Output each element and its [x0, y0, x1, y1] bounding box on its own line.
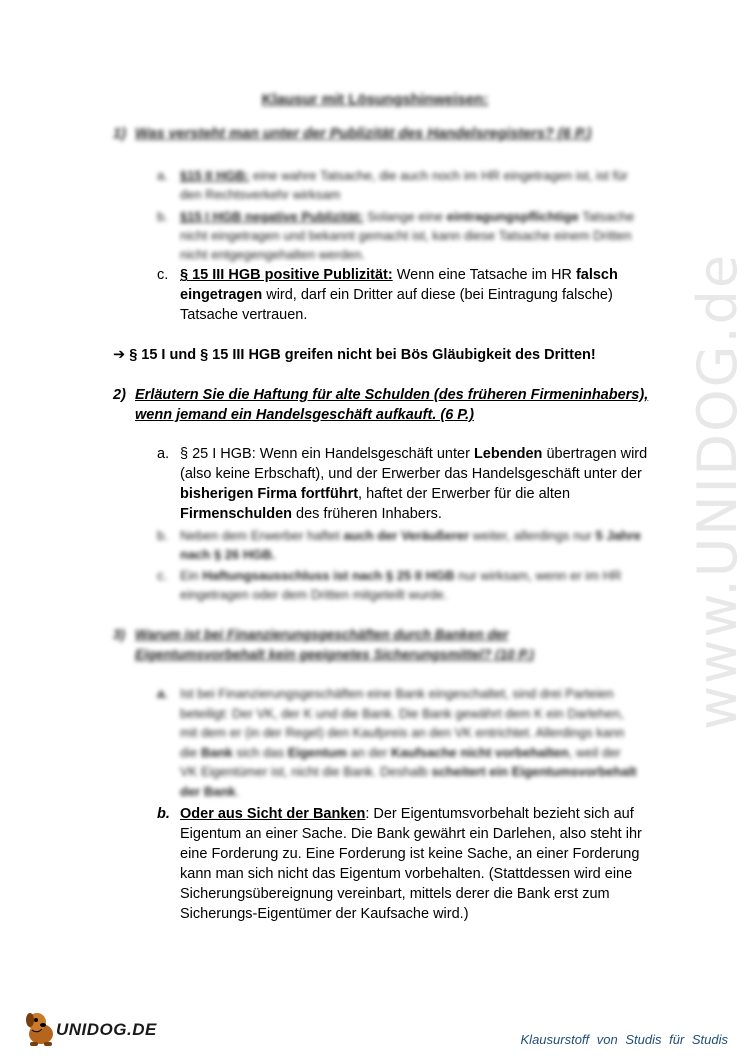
answer-2c: c. Ein Haftungsausschluss ist nach § 25 II HGB nur wirksam, wenn er im HR eingetragen oder dem Dritten mitgeteilt wurde. — [157, 568, 622, 602]
page-title: Klausur mit Lösungshinweisen: — [261, 91, 489, 108]
answer-2b: b. Neben dem Erwerber haftet auch der Veräußerer weiter, allerdings nur 5 Jahre nach § 26 HGB. — [157, 528, 642, 562]
question-3 — [113, 625, 613, 665]
dog-logo-icon — [24, 1008, 58, 1048]
footer-tagline: Klausurstoff von Studis für Studis — [520, 1032, 728, 1047]
answer-1a: a. §15 II HGB: eine wahre Tatsache, die auch noch im HR eingetragen ist, ist für den Rechtsverkehr wirksam — [157, 168, 628, 202]
logo-text: UNIDOG.DE — [56, 1020, 157, 1039]
watermark: www.UNIDOG.de — [686, 252, 749, 730]
answer-3a: a. Ist bei Finanzierungsgeschäften eine Bank eingeschaltet, sind drei Parteien beteiligt: Der VK, der K und die Bank. Die Bank gewährt dem K ein Darlehen, mit dem er (in der Regel) den Kaufpreis an den VK entrichtet. Allerdings kann die Bank sich das Eigentum an der Kaufsache nicht vorbehalten, weil der VK Eigentümer ist, nicht die Bank. Deshalb scheitert ein Eigentumsvorbehalt der Bank. — [157, 686, 637, 799]
conclusion-line — [113, 345, 673, 365]
question-2-number: 2) — [113, 387, 126, 403]
answer-2a: a. § 25 I HGB: Wenn ein Handelsgeschäft unter Lebenden übertragen wird (also keine Erbschaft), und der Erwerber das Handelsgeschäft unter der bisherigen Firma fortführt, haftet der Erwerber für die alten Firmenschulden des früheren Inhabers. — [157, 446, 648, 522]
question-1-text: Was versteht man unter der Publizität des Handelsregisters? (6 P.) — [135, 126, 592, 142]
question-3-text: Warum ist bei Finanzierungsgeschäften durch Banken der Eigentumsvorbehalt kein geeignetes Sicherungsmittel? (10 P.) — [135, 627, 534, 662]
arrow-right-icon: ➔ — [113, 347, 126, 363]
conclusion-text: § 15 I und § 15 III HGB greifen nicht bei Bös Gläubigkeit des Dritten! — [129, 347, 596, 363]
question-1-number: 1) — [113, 126, 126, 142]
question-1 — [113, 124, 633, 144]
question-2 — [113, 385, 653, 425]
question-2-text: Erläutern Sie die Haftung für alte Schulden (des früheren Firmeninhabers), wenn jemand ein Handelsgeschäft aufkauft. (6 P.) — [135, 387, 649, 423]
question-3-number: 3) — [113, 627, 126, 642]
answer-1c: c. § 15 III HGB positive Publizität: Wenn eine Tatsache im HR falsch eingetragen wird, darf ein Dritter auf diese (bei Eintragung falsche) Tatsache vertrauen. — [157, 267, 618, 323]
answer-1b: b. §15 I HGB negative Publizität: Solange eine eintragungspflichtige Tatsache nicht eingetragen und bekannt gemacht ist, kann diese Tatsache einem Dritten nicht entgegengehalten werden. — [157, 209, 635, 262]
answer-3b: b. Oder aus Sicht der Banken: Der Eigentumsvorbehalt bezieht sich auf Eigentum an einer Sache. Die Bank gewährt ein Darlehen, also steht ihr eine Forderung zu. Eine Forderung ist keine Sache, an einer Forderung kann man sich nicht das Eigentum vorbehalten. (Stattdessen wird eine Sicherungsübereignung vereinbart, mittels derer die Bank erst zum Sicherungs-Eigentümer der Kaufsache wird.) — [157, 806, 642, 922]
